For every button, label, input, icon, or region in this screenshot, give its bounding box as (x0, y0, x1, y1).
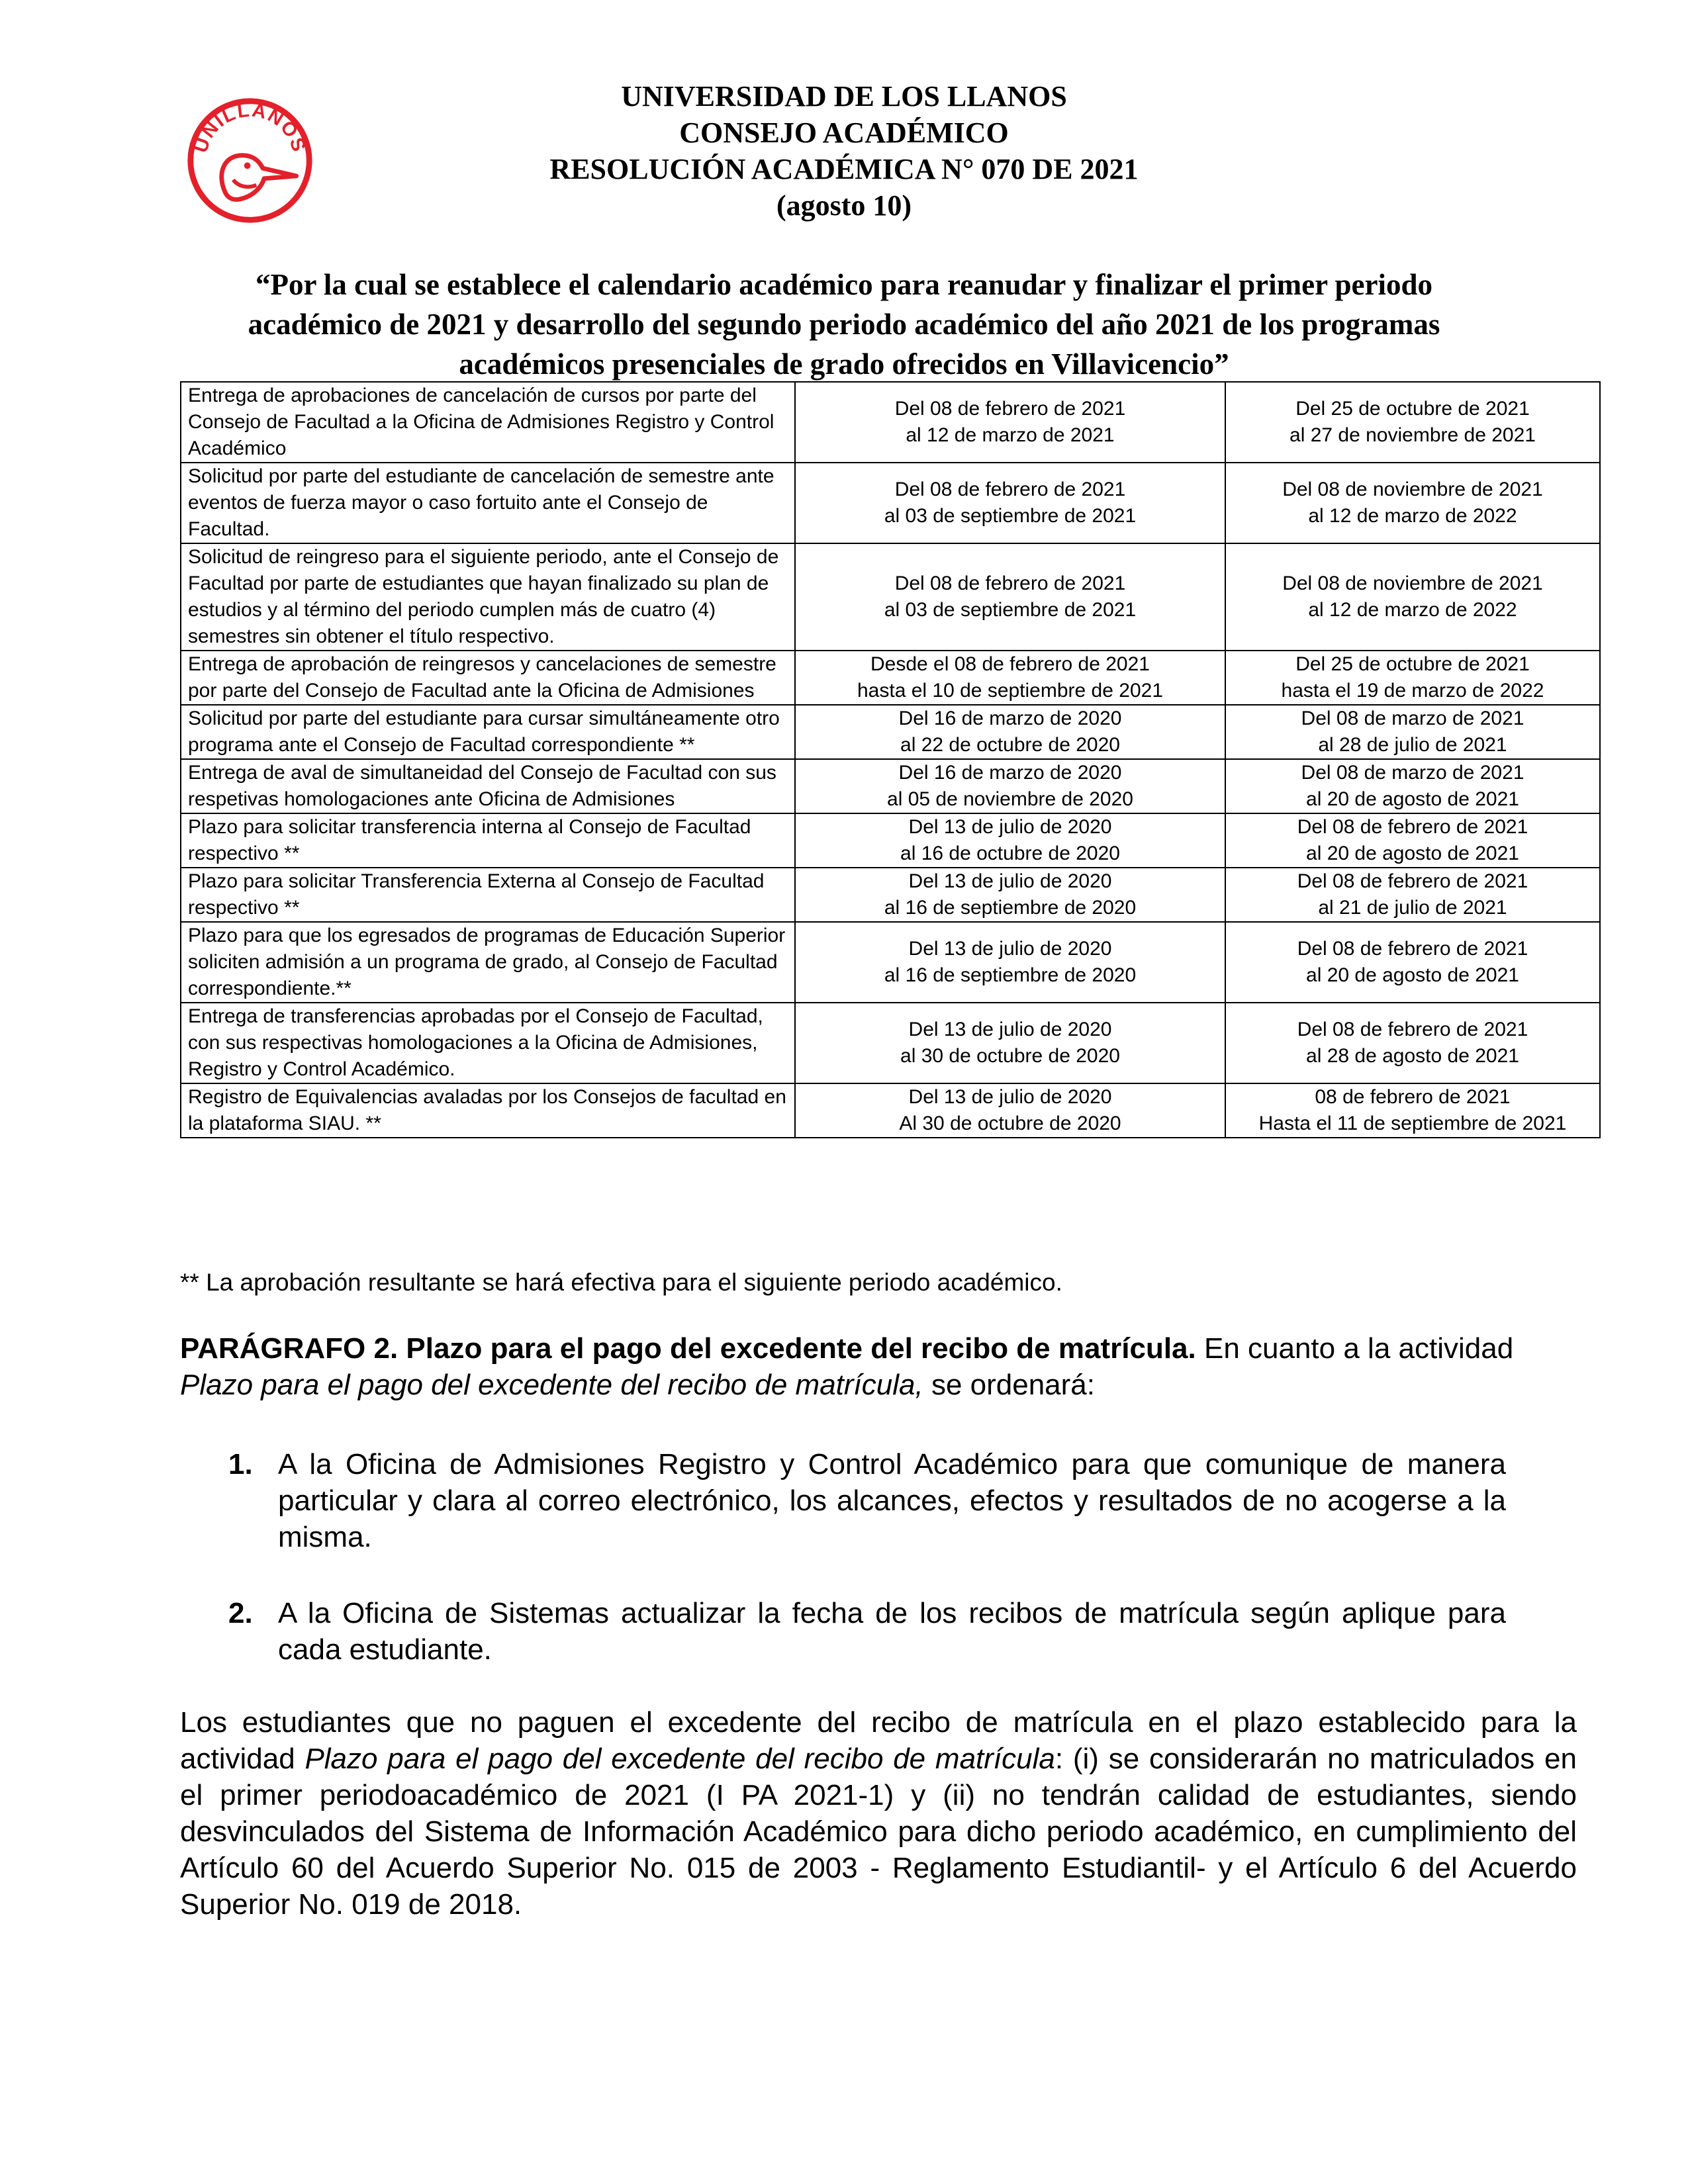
table-row (181, 1083, 1600, 1138)
list-item (228, 1595, 1506, 1668)
period-1-date-cell (795, 651, 1225, 705)
date-line: Del 08 de febrero de 2021 (1297, 870, 1528, 892)
table-row (181, 463, 1600, 543)
date-line: al 20 de agosto de 2021 (1306, 842, 1519, 864)
date-line: al 20 de agosto de 2021 (1306, 788, 1519, 810)
date-line: Del 08 de febrero de 2021 (1297, 816, 1528, 838)
list-item-number: 2. (228, 1597, 253, 1629)
activity-cell: Solicitud por parte del estudiante de cancelación de semestre ante eventos de fuerza mayor o caso fortuito ante el Consejo de Facultad. (181, 463, 795, 543)
date-line: Del 13 de julio de 2020 (908, 1086, 1112, 1108)
period-2-date-cell (1225, 759, 1600, 813)
paragraph-2 (180, 1330, 1577, 1403)
date-line: Del 08 de febrero de 2021 (1297, 1019, 1528, 1040)
date-line: Del 08 de febrero de 2021 (894, 572, 1126, 594)
activity-cell: Entrega de transferencias aprobadas por el Consejo de Facultad, con sus respectivas homologaciones a la Oficina de Admisiones, Registro y Control Académico. (181, 1003, 795, 1083)
date-line: Del 13 de julio de 2020 (908, 938, 1112, 960)
date-line: Del 16 de marzo de 2020 (898, 762, 1122, 784)
period-1-date-cell (795, 1003, 1225, 1083)
table-row (181, 651, 1600, 705)
period-2-date-cell (1225, 1003, 1600, 1083)
date-line: Hasta el 11 de septiembre de 2021 (1258, 1113, 1567, 1134)
date-line: al 12 de marzo de 2021 (906, 424, 1115, 446)
period-1-date-cell (795, 868, 1225, 922)
resolution-date: (agosto 10) (776, 189, 912, 222)
activity-cell: Entrega de aprobación de reingresos y cancelaciones de semestre por parte del Consejo de Facultad ante la Oficina de Admisiones (181, 651, 795, 705)
period-2-date-cell (1225, 463, 1600, 543)
list-item-text: A la Oficina de Admisiones Registro y Control Académico para que comunique de manera particular y clara al correo electrónico, los alcances, efectos y resultados de no acogerse a la misma. (278, 1448, 1506, 1553)
date-line: Del 08 de febrero de 2021 (894, 478, 1126, 500)
period-2-date-cell (1225, 868, 1600, 922)
date-line: al 28 de julio de 2021 (1318, 734, 1507, 756)
period-2-date-cell (1225, 705, 1600, 759)
paragraph-2-text: En cuanto a la actividad (1196, 1332, 1514, 1365)
date-line: Del 08 de noviembre de 2021 (1282, 572, 1543, 594)
table-row (181, 705, 1600, 759)
date-line: al 03 de septiembre de 2021 (884, 599, 1137, 621)
resolution-subject: “Por la cual se establece el calendario académico para reanudar y finalizar el primer periodo académico de 2021 y desarrollo del segundo periodo académico del año 2021 de los programas académicos presenciales de grado ofrecidos en Villavicencio” (248, 268, 1440, 381)
date-line: Del 13 de julio de 2020 (908, 1019, 1112, 1040)
date-line: al 30 de octubre de 2020 (900, 1045, 1120, 1067)
date-line: Del 08 de marzo de 2021 (1301, 707, 1524, 729)
date-line: al 28 de agosto de 2021 (1306, 1045, 1519, 1067)
period-1-date-cell (795, 922, 1225, 1003)
table-row (181, 543, 1600, 651)
date-line: al 12 de marzo de 2022 (1308, 505, 1517, 527)
period-2-date-cell (1225, 922, 1600, 1003)
list-item (228, 1446, 1506, 1555)
council-name: CONSEJO ACADÉMICO (679, 116, 1009, 149)
svg-text:UNILLANOS: UNILLANOS (190, 99, 310, 156)
date-line: al 27 de noviembre de 2021 (1289, 424, 1536, 446)
activity-cell: Solicitud por parte del estudiante para cursar simultáneamente otro programa ante el Consejo de Facultad correspondiente ** (181, 705, 795, 759)
final-paragraph-text-2: : (i) se considerarán no matriculados en el primer periodoacadémico de 2021 (I PA 2021-1) y (ii) no tendrán calidad de estudiantes, siendo desvinculados del Sistema de Información Académico para dicho periodo académico, en cumplimiento del Artículo 60 del Acuerdo Superior No. 015 de 2003 - Reglamento Estudiantil- y el Artículo 6 del Acuerdo Superior No. 019 de 2018. (180, 1743, 1577, 1921)
list-item-number: 1. (228, 1448, 253, 1480)
final-paragraph-italic: Plazo para el pago del excedente del recibo de matrícula (305, 1743, 1055, 1775)
list-item-text: A la Oficina de Sistemas actualizar la fecha de los recibos de matrícula según aplique para cada estudiante. (278, 1597, 1506, 1666)
date-line: Desde el 08 de febrero de 2021 (870, 653, 1150, 675)
period-1-date-cell (795, 759, 1225, 813)
date-line: 08 de febrero de 2021 (1315, 1086, 1511, 1108)
period-2-date-cell (1225, 543, 1600, 651)
activity-cell: Plazo para que los egresados de programas de Educación Superior soliciten admisión a un programa de grado, al Consejo de Facultad correspondiente.** (181, 922, 795, 1003)
table-footnote: ** La aprobación resultante se hará efectiva para el siguiente periodo académico. (180, 1269, 1062, 1296)
period-1-date-cell (795, 463, 1225, 543)
table-row (181, 1003, 1600, 1083)
period-2-date-cell (1225, 813, 1600, 868)
date-line: Del 08 de marzo de 2021 (1301, 762, 1524, 784)
paragraph-2-heading: PARÁGRAFO 2. Plazo para el pago del excedente del recibo de matrícula. (180, 1332, 1196, 1365)
table-body (181, 382, 1600, 1138)
period-2-date-cell (1225, 651, 1600, 705)
period-2-date-cell (1225, 382, 1600, 463)
final-paragraph-text: Los estudiantes que no paguen el excedente del recibo de matrícula en el plazo establecido para la actividad (180, 1706, 1577, 1775)
table-row (181, 382, 1600, 463)
date-line: Del 13 de julio de 2020 (908, 870, 1112, 892)
table-row (181, 813, 1600, 868)
period-1-date-cell (795, 1083, 1225, 1138)
date-line: al 16 de septiembre de 2020 (884, 897, 1137, 919)
university-name: UNIVERSIDAD DE LOS LLANOS (621, 80, 1067, 113)
date-line: al 03 de septiembre de 2021 (884, 505, 1137, 527)
date-line: Del 13 de julio de 2020 (908, 816, 1112, 838)
date-line: Del 08 de febrero de 2021 (894, 398, 1126, 420)
date-line: al 20 de agosto de 2021 (1306, 964, 1519, 986)
activity-cell: Solicitud de reingreso para el siguiente periodo, ante el Consejo de Facultad por parte de estudiantes que hayan finalizado su plan de estudios y al término del periodo cumplen más de cuatro (4) semestres sin obtener el título respectivo. (181, 543, 795, 651)
date-line: Al 30 de octubre de 2020 (899, 1113, 1121, 1134)
activity-cell: Registro de Equivalencias avaladas por los Consejos de facultad en la plataforma SIAU. ** (181, 1083, 795, 1138)
activity-cell: Plazo para solicitar Transferencia Externa al Consejo de Facultad respectivo ** (181, 868, 795, 922)
period-1-date-cell (795, 543, 1225, 651)
period-1-date-cell (795, 705, 1225, 759)
period-1-date-cell (795, 813, 1225, 868)
date-line: al 22 de octubre de 2020 (900, 734, 1120, 756)
date-line: Del 25 de octubre de 2021 (1295, 398, 1530, 420)
activity-cell: Plazo para solicitar transferencia interna al Consejo de Facultad respectivo ** (181, 813, 795, 868)
date-line: Del 16 de marzo de 2020 (898, 707, 1122, 729)
paragraph-2-text-after: se ordenará: (923, 1369, 1095, 1401)
document-header (0, 78, 1688, 224)
date-line: al 16 de septiembre de 2020 (884, 964, 1137, 986)
date-line: al 12 de marzo de 2022 (1308, 599, 1517, 621)
date-line: Del 08 de febrero de 2021 (1297, 938, 1528, 960)
period-1-date-cell (795, 382, 1225, 463)
resolution-title: RESOLUCIÓN ACADÉMICA N° 070 DE 2021 (549, 153, 1139, 185)
date-line: al 05 de noviembre de 2020 (887, 788, 1133, 810)
activity-cell: Entrega de aprobaciones de cancelación de cursos por parte del Consejo de Facultad a la Oficina de Admisiones Registro y Control Académico (181, 382, 795, 463)
date-line: al 16 de octubre de 2020 (900, 842, 1120, 864)
table-row (181, 922, 1600, 1003)
activity-cell: Entrega de aval de simultaneidad del Consejo de Facultad con sus respetivas homologaciones ante Oficina de Admisiones (181, 759, 795, 813)
date-line: Del 25 de octubre de 2021 (1295, 653, 1530, 675)
academic-calendar-table (180, 381, 1601, 1138)
period-2-date-cell (1225, 1083, 1600, 1138)
date-line: al 21 de julio de 2021 (1318, 897, 1507, 919)
table-row (181, 868, 1600, 922)
date-line: hasta el 19 de marzo de 2022 (1281, 680, 1544, 702)
table-row (181, 759, 1600, 813)
date-line: hasta el 10 de septiembre de 2021 (857, 680, 1163, 702)
date-line: Del 08 de noviembre de 2021 (1282, 478, 1543, 500)
final-paragraph (180, 1704, 1577, 1923)
paragraph-2-italic: Plazo para el pago del excedente del recibo de matrícula, (180, 1369, 923, 1401)
